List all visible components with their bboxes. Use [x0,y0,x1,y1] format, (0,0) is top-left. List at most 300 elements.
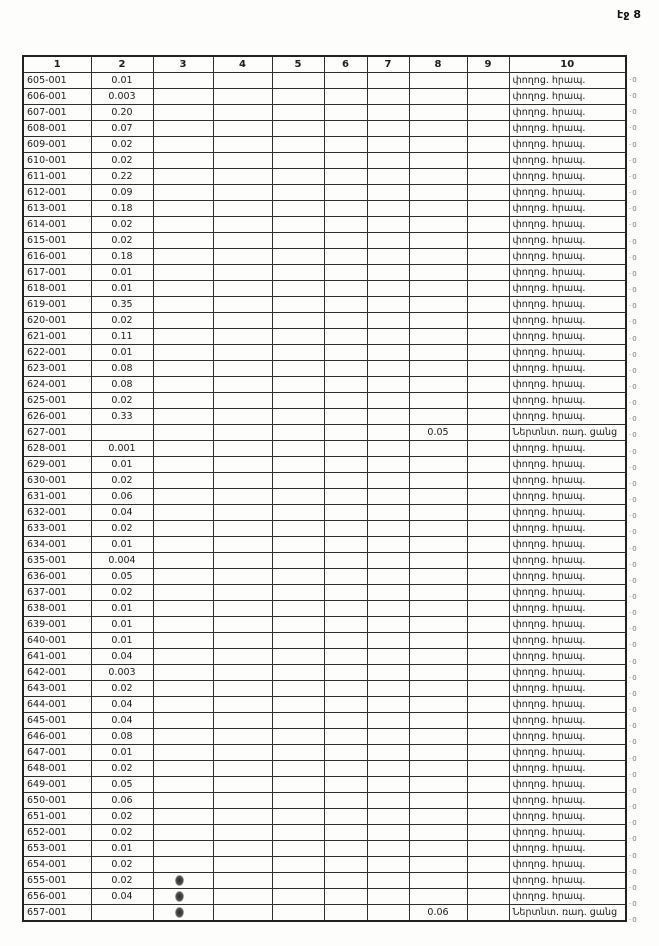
empty-cell-5 [272,809,324,825]
empty-cell-9 [467,281,509,297]
column-header-7: 7 [367,56,409,73]
empty-cell-6 [324,601,367,617]
empty-cell-9 [467,265,509,281]
table-row [23,489,626,505]
empty-cell-6 [324,201,367,217]
value-cell: 0.08 [91,361,153,377]
empty-cell-3 [153,217,213,233]
value-cell: 0.01 [91,281,153,297]
empty-cell-7 [367,649,409,665]
table-row [23,521,626,537]
note-cell: փողոց. հրապ. [509,473,626,489]
empty-cell-5 [272,761,324,777]
empty-cell-3 [153,633,213,649]
table-row [23,377,626,393]
empty-cell-4 [213,361,272,377]
empty-cell-3 [153,265,213,281]
empty-cell-4 [213,233,272,249]
empty-cell-4 [213,617,272,633]
margin-mark: ·0 [629,803,638,812]
value8-cell [409,121,467,137]
empty-cell-5 [272,249,324,265]
table-row [23,265,626,281]
table-header [23,56,626,73]
row-id-cell: 617-001 [23,265,91,281]
margin-mark: ·0 [629,237,638,246]
value8-cell [409,361,467,377]
value8-cell [409,393,467,409]
empty-cell-5 [272,713,324,729]
row-id-cell: 640-001 [23,633,91,649]
margin-mark: ·0 [629,366,638,375]
empty-cell-7 [367,681,409,697]
empty-cell-9 [467,313,509,329]
empty-cell-6 [324,393,367,409]
value-cell: 0.01 [91,265,153,281]
empty-cell-5 [272,313,324,329]
value8-cell [409,825,467,841]
table-row [23,873,626,889]
value8-cell [409,137,467,153]
note-cell: փողոց. հրապ. [509,361,626,377]
margin-mark: ·0 [629,560,638,569]
empty-cell-6 [324,873,367,889]
empty-cell-4 [213,153,272,169]
value-cell: 0.22 [91,169,153,185]
empty-cell-3 [153,329,213,345]
table-row [23,281,626,297]
empty-cell-6 [324,857,367,873]
note-cell: փողոց. հրապ. [509,441,626,457]
empty-cell-5 [272,489,324,505]
empty-cell-9 [467,521,509,537]
note-cell: փողոց. հրապ. [509,729,626,745]
value8-cell [409,249,467,265]
table-row [23,169,626,185]
empty-cell-9 [467,505,509,521]
empty-cell-6 [324,537,367,553]
empty-cell-5 [272,889,324,905]
note-cell: փողոց. հրապ. [509,121,626,137]
value-cell: 0.02 [91,233,153,249]
table-row [23,153,626,169]
value8-cell [409,505,467,521]
empty-cell-3 [153,281,213,297]
value8-cell: 0.06 [409,905,467,922]
row-id-cell: 615-001 [23,233,91,249]
empty-cell-9 [467,329,509,345]
empty-cell-4 [213,249,272,265]
table-row [23,681,626,697]
empty-cell-4 [213,169,272,185]
note-cell: փողոց. հրապ. [509,649,626,665]
empty-cell-9 [467,169,509,185]
row-id-cell: 610-001 [23,153,91,169]
empty-cell-6 [324,329,367,345]
note-cell: փողոց. հրապ. [509,217,626,233]
ink-smudge [175,891,184,902]
value-cell: 0.02 [91,809,153,825]
note-cell: փողոց. հրապ. [509,329,626,345]
row-id-cell: 616-001 [23,249,91,265]
value-cell: 0.01 [91,537,153,553]
row-id-cell: 624-001 [23,377,91,393]
value8-cell [409,649,467,665]
note-cell: փողոց. հրապ. [509,553,626,569]
value-cell: 0.04 [91,889,153,905]
empty-cell-7 [367,777,409,793]
empty-cell-4 [213,649,272,665]
value8-cell [409,729,467,745]
empty-cell-6 [324,265,367,281]
empty-cell-7 [367,489,409,505]
table-row [23,361,626,377]
empty-cell-6 [324,121,367,137]
margin-mark: ·0 [629,512,638,521]
value8-cell [409,665,467,681]
value8-cell [409,329,467,345]
empty-cell-6 [324,361,367,377]
value-cell: 0.35 [91,297,153,313]
row-id-cell: 639-001 [23,617,91,633]
empty-cell-3 [153,649,213,665]
value-cell: 0.02 [91,873,153,889]
row-id-cell: 625-001 [23,393,91,409]
row-id-cell: 643-001 [23,681,91,697]
table-row [23,665,626,681]
empty-cell-5 [272,137,324,153]
empty-cell-6 [324,553,367,569]
empty-cell-3 [153,841,213,857]
empty-cell-6 [324,457,367,473]
empty-cell-6 [324,617,367,633]
margin-mark: ·0 [629,463,638,472]
empty-cell-5 [272,505,324,521]
value8-cell [409,633,467,649]
empty-cell-4 [213,457,272,473]
row-id-cell: 653-001 [23,841,91,857]
empty-cell-4 [213,665,272,681]
empty-cell-4 [213,297,272,313]
row-id-cell: 619-001 [23,297,91,313]
empty-cell-9 [467,457,509,473]
empty-cell-9 [467,809,509,825]
value8-cell [409,377,467,393]
value8-cell [409,169,467,185]
empty-cell-6 [324,345,367,361]
margin-mark: ·0 [629,76,638,84]
value8-cell [409,409,467,425]
empty-cell-7 [367,89,409,105]
empty-cell-7 [367,793,409,809]
empty-cell-7 [367,121,409,137]
empty-cell-7 [367,745,409,761]
empty-cell-3 [153,617,213,633]
margin-mark: ·0 [629,528,638,537]
empty-cell-3 [153,441,213,457]
table-row [23,889,626,905]
empty-cell-9 [467,761,509,777]
empty-cell-4 [213,825,272,841]
empty-cell-5 [272,441,324,457]
empty-cell-9 [467,137,509,153]
value8-cell [409,265,467,281]
value-cell: 0.01 [91,633,153,649]
row-id-cell: 631-001 [23,489,91,505]
margin-mark: ·0 [629,496,638,505]
value8-cell [409,297,467,313]
value8-cell [409,697,467,713]
value-cell: 0.003 [91,665,153,681]
empty-cell-6 [324,841,367,857]
value-cell: 0.06 [91,793,153,809]
row-id-cell: 645-001 [23,713,91,729]
value8-cell [409,537,467,553]
empty-cell-7 [367,105,409,121]
empty-cell-7 [367,217,409,233]
note-cell: փողոց. հրապ. [509,489,626,505]
empty-cell-4 [213,489,272,505]
empty-cell-5 [272,185,324,201]
empty-cell-9 [467,793,509,809]
margin-mark: ·0 [629,770,638,779]
margin-mark: ·0 [629,221,638,230]
value-cell: 0.04 [91,505,153,521]
empty-cell-5 [272,649,324,665]
margin-mark: ·0 [629,189,638,198]
empty-cell-6 [324,633,367,649]
column-header-1: 1 [23,56,91,73]
empty-cell-9 [467,441,509,457]
note-cell: փողոց. հրապ. [509,825,626,841]
value8-cell [409,89,467,105]
empty-cell-9 [467,489,509,505]
table-row [23,297,626,313]
margin-mark: ·0 [629,593,638,601]
ink-smudge [175,907,184,918]
row-id-cell: 629-001 [23,457,91,473]
note-cell: փողոց. հրապ. [509,601,626,617]
value-cell [91,425,153,441]
row-id-cell: 609-001 [23,137,91,153]
empty-cell-6 [324,761,367,777]
empty-cell-7 [367,825,409,841]
margin-mark: ·0 [629,205,638,214]
empty-cell-9 [467,745,509,761]
empty-cell-4 [213,761,272,777]
value8-cell [409,521,467,537]
note-cell: փողոց. հրապ. [509,617,626,633]
value8-cell [409,185,467,201]
empty-cell-4 [213,889,272,905]
table-row [23,441,626,457]
empty-cell-9 [467,873,509,889]
empty-cell-4 [213,185,272,201]
empty-cell-3 [153,697,213,713]
empty-cell-3 [153,361,213,377]
value-cell: 0.02 [91,153,153,169]
value-cell: 0.01 [91,617,153,633]
table-row [23,729,626,745]
value8-cell [409,457,467,473]
empty-cell-9 [467,905,509,922]
margin-mark: ·0 [629,140,638,149]
value-cell: 0.02 [91,521,153,537]
value8-cell [409,569,467,585]
column-header-8: 8 [409,56,467,73]
note-cell: փողոց. հրապ. [509,697,626,713]
empty-cell-7 [367,713,409,729]
margin-mark: ·0 [629,108,638,117]
empty-cell-9 [467,409,509,425]
margin-mark: ·0 [629,657,638,666]
empty-cell-5 [272,905,324,922]
empty-cell-9 [467,617,509,633]
empty-cell-9 [467,777,509,793]
table-row [23,425,626,441]
empty-cell-3 [153,377,213,393]
value-cell: 0.02 [91,217,153,233]
empty-cell-6 [324,281,367,297]
value-cell: 0.01 [91,73,153,89]
empty-cell-4 [213,713,272,729]
table-row [23,233,626,249]
note-cell: փողոց. հրապ. [509,297,626,313]
empty-cell-4 [213,601,272,617]
table-row [23,777,626,793]
note-cell: փողոց. հրապ. [509,409,626,425]
margin-mark: ·0 [629,835,638,844]
empty-cell-5 [272,745,324,761]
empty-cell-7 [367,457,409,473]
empty-cell-5 [272,553,324,569]
empty-cell-5 [272,233,324,249]
table-row [23,249,626,265]
empty-cell-4 [213,537,272,553]
empty-cell-5 [272,601,324,617]
note-cell: փողոց. հրապ. [509,761,626,777]
table-row [23,185,626,201]
value-cell: 0.09 [91,185,153,201]
empty-cell-4 [213,633,272,649]
margin-mark: ·0 [629,883,638,892]
empty-cell-7 [367,729,409,745]
margin-mark: ·0 [629,899,638,908]
table-row [23,697,626,713]
note-cell: փողոց. հրապ. [509,841,626,857]
column-header-3: 3 [153,56,213,73]
empty-cell-7 [367,633,409,649]
empty-cell-3 [153,777,213,793]
empty-cell-3 [153,249,213,265]
empty-cell-4 [213,553,272,569]
note-cell: փողոց. հրապ. [509,857,626,873]
empty-cell-4 [213,121,272,137]
empty-cell-5 [272,617,324,633]
empty-cell-6 [324,153,367,169]
margin-mark: ·0 [629,706,638,715]
value-cell: 0.02 [91,313,153,329]
empty-cell-7 [367,265,409,281]
value-cell: 0.003 [91,89,153,105]
row-id-cell: 621-001 [23,329,91,345]
table-row [23,329,626,345]
empty-cell-7 [367,329,409,345]
note-cell: փողոց. հրապ. [509,153,626,169]
row-id-cell: 614-001 [23,217,91,233]
empty-cell-4 [213,105,272,121]
margin-mark: ·0 [629,673,638,682]
empty-cell-5 [272,361,324,377]
note-cell: փողոց. հրապ. [509,185,626,201]
value8-cell: 0.05 [409,425,467,441]
note-cell: փողոց. հրապ. [509,681,626,697]
table-row [23,649,626,665]
empty-cell-7 [367,361,409,377]
empty-cell-6 [324,137,367,153]
value8-cell [409,345,467,361]
table-row [23,617,626,633]
empty-cell-6 [324,665,367,681]
value8-cell [409,201,467,217]
empty-cell-6 [324,521,367,537]
empty-cell-7 [367,249,409,265]
row-id-cell: 641-001 [23,649,91,665]
empty-cell-4 [213,217,272,233]
table-body [23,73,626,922]
value8-cell [409,617,467,633]
note-cell: փողոց. հրապ. [509,201,626,217]
table-row [23,345,626,361]
empty-cell-5 [272,857,324,873]
value-cell: 0.18 [91,249,153,265]
empty-cell-9 [467,889,509,905]
empty-cell-9 [467,153,509,169]
empty-cell-7 [367,73,409,89]
empty-cell-7 [367,505,409,521]
empty-cell-9 [467,713,509,729]
empty-cell-9 [467,425,509,441]
value-cell: 0.01 [91,601,153,617]
table-row [23,745,626,761]
table-row [23,857,626,873]
empty-cell-5 [272,297,324,313]
empty-cell-7 [367,297,409,313]
table-row [23,905,626,922]
empty-cell-9 [467,537,509,553]
value8-cell [409,585,467,601]
value-cell: 0.20 [91,105,153,121]
empty-cell-6 [324,825,367,841]
value-cell: 0.08 [91,377,153,393]
row-id-cell: 637-001 [23,585,91,601]
empty-cell-5 [272,377,324,393]
empty-cell-6 [324,409,367,425]
row-id-cell: 606-001 [23,89,91,105]
margin-mark: ·0 [629,479,638,488]
row-id-cell: 605-001 [23,73,91,89]
margin-mark: ·0 [629,253,638,262]
row-id-cell: 632-001 [23,505,91,521]
margin-mark: ·0 [629,269,638,278]
margin-mark: ·0 [629,722,638,731]
empty-cell-9 [467,857,509,873]
row-id-cell: 618-001 [23,281,91,297]
row-id-cell: 656-001 [23,889,91,905]
note-cell: փողոց. հրապ. [509,393,626,409]
note-cell: փողոց. հրապ. [509,313,626,329]
empty-cell-3 [153,681,213,697]
